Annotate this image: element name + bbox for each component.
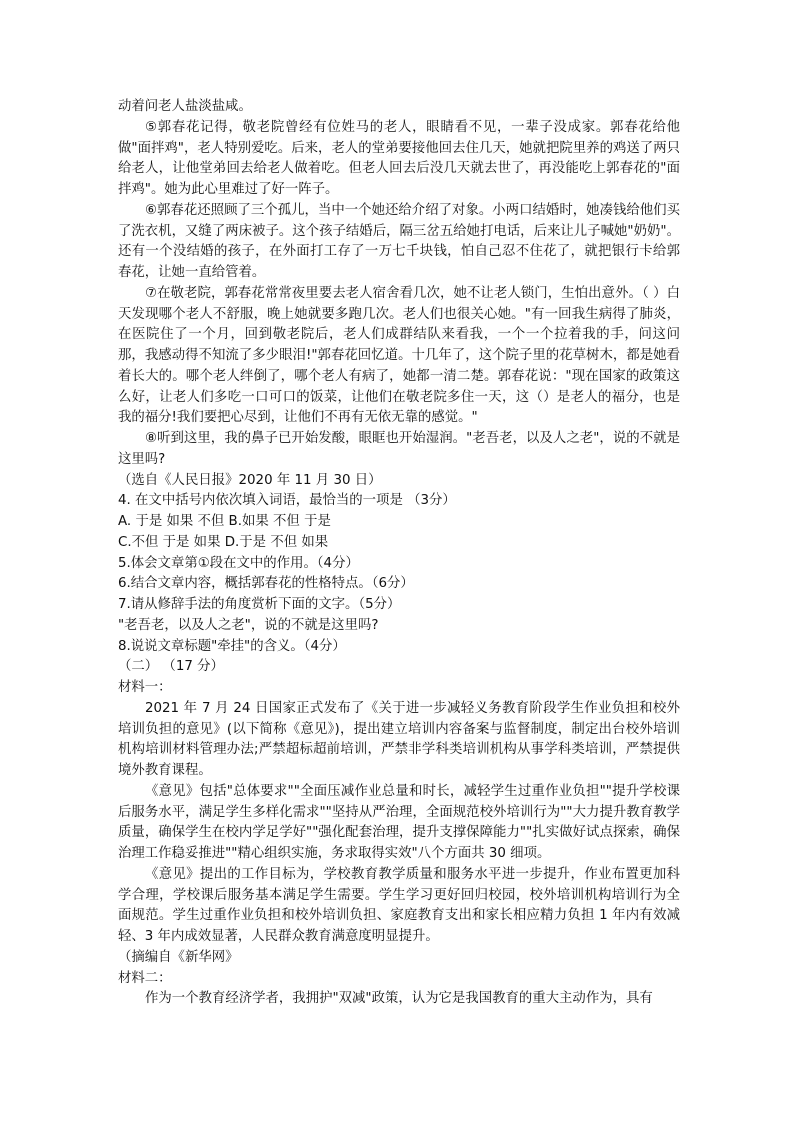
question-7: 7.请从修辞手法的角度赏析下面的文字。（5分）: [118, 597, 401, 612]
story-paragraph-5: ⑤郭春花记得，敬老院曾经有位姓马的老人，眼睛看不见，一辈子没成家。郭春花给他做"面拌鸡"，老人特别爱吃。后来，老人的堂弟要接他回去住几天，她就把院里养的鸡送了两只给老人，让他堂弟回去给老人做着吃。但老人回去后没几天就去世了，再没能吃上郭春花的"面拌鸡"。她为此心里难过了好一阵子。: [118, 119, 680, 197]
material-1-source: （摘编自《新华网》: [118, 949, 239, 965]
material-1-paragraph-1: 2021 年 7 月 24 日国家正式发布了《关于进一步减轻义务教育阶段学生作业负担和校外培训负担的意见》(以下简称《意见》)，提出建立培训内容备案与监督制度，制定出台校外培训机构培训材料管理办法;严禁超标超前培训，严禁非学科类培训机构从事学科类培训，严禁提供境外教育课程。: [118, 700, 680, 778]
question-8: 8.说说文章标题"牵挂"的含义。（4分）: [118, 638, 346, 654]
story-paragraph-6: ⑥郭春花还照顾了三个孤儿，当中一个她还给介绍了对象。小两口结婚时，她凑钱给他们买了洗衣机，又缝了两床被子。这个孩子结婚后，隔三岔五给她打电话，后来让儿子喊她"奶奶"。还有一个没结婚的孩子，在外面打工存了一万七千块钱，怕自己忍不住花了，就把银行卡给郭春花，让她一直给管着。: [118, 202, 680, 280]
material-1-paragraph-2: 《意见》包括"总体要求""全面压减作业总量和时长，减轻学生过重作业负担""提升学校课后服务水平，满足学生多样化需求""坚持从严治理，全面规范校外培训行为""大力提升教育教学质量，确保学生在校内学足学好""强化配套治理，提升支撑保障能力""扎实做好试点探索，确保治理工作稳妥推进""精心组织实施，务求取得实效"八个方面共 30 细项。: [118, 783, 680, 861]
material-1-label: 材料一：: [118, 680, 172, 695]
question-7-quote: "老吾老，以及人之老"，说的不就是这里吗?: [118, 617, 379, 633]
material-2-paragraph-1: 作为一个教育经济学者，我拥护"双减"政策，认为它是我国教育的重大主动作为，具有: [145, 991, 653, 1007]
question-4-options-ab: A. 于是 如果 不但 B.如果 不但 于是: [118, 514, 331, 529]
question-6: 6.结合文章内容，概括郭春花的性格特点。（6分）: [118, 576, 414, 592]
story-paragraph-7: ⑦在敬老院，郭春花常常夜里要去老人宿舍看几次，她不让老人锁门，生怕出意外。（ ）白天发现哪个老人不舒服，晚上她就要多跑几次。老人们也很关心她。"有一回我生病得了肺炎，在医院住了一个月，回到敬老院后，老人们成群结队来看我，一个一个拉着我的手，问这问那，我感动得不知流了多少眼泪!"郭春花回忆道。十几年了，这个院子里的花草树木，都是她看着长大的。哪个老人绊倒了，哪个老人有病了，她都一清二楚。郭春花说："现在国家的政策这么好，让老人们多吃一口可口的饭菜，让他们在敬老院多住一天，这（）是老人的福分，也是我的福分!我们要把心尽到，让他们不再有无依无靠的感觉。": [118, 285, 680, 426]
story-source: （选自《人民日报》2020 年 11 月 30 日）: [118, 472, 382, 488]
question-5: 5.体会文章第①段在文中的作用。（4分）: [118, 555, 359, 571]
question-4-options-cd: C.不但 于是 如果 D.于是 不但 如果: [118, 534, 329, 550]
material-1-paragraph-3: 《意见》提出的工作目标为，学校教育教学质量和服务水平进一步提升，作业布置更加科学合理，学校课后服务基本满足学生需要。学生学习更好回归校园，校外培训机构培训行为全面规范。学生过重作业负担和校外培训负担、家庭教育支出和家长相应精力负担 1 年内有效减轻、3 年内成效显著，人民群众教育满意度明显提升。: [118, 866, 680, 944]
question-4: 4. 在文中括号内依次填入词语，最恰当的一项是 （3分）: [118, 493, 456, 509]
story-continuation-line: 动着问老人盐淡盐咸。: [118, 99, 252, 114]
material-2-label: 材料二：: [118, 970, 172, 986]
story-paragraph-8: ⑧听到这里，我的鼻子已开始发酸，眼眶也开始湿润。"老吾老，以及人之老"，说的不就是这里吗?: [118, 431, 680, 467]
exam-page: [118, 97, 680, 1010]
section-2-heading: （二） （17 分）: [118, 659, 224, 675]
